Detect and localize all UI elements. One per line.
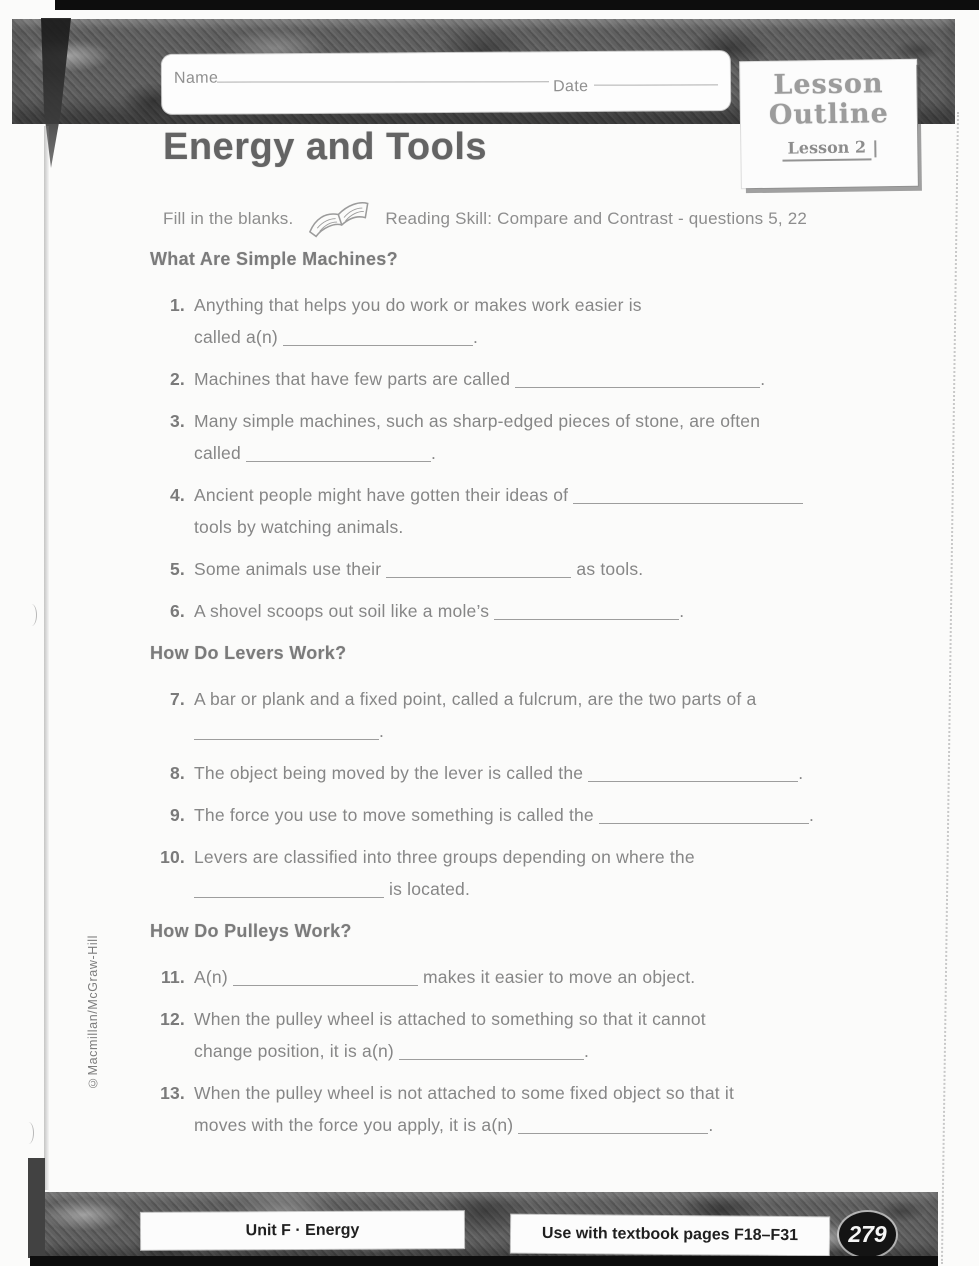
page-gutter-shadow (44, 126, 49, 1190)
margin-pen-mark (25, 1122, 34, 1144)
answer-blank-line (233, 969, 418, 987)
question-item (148, 405, 923, 469)
page-edge-line (941, 112, 959, 1264)
instructions-reading-skill: Reading Skill: Compare and Contrast - questions 5, 22 (385, 209, 808, 228)
answer-blank-line (194, 723, 379, 741)
footer-textbook-reference: Use with textbook pages F18–F31 (511, 1215, 829, 1256)
question-text-segment: A shovel scoops out soil like a mole’s (194, 601, 495, 621)
page-title: Energy and Tools (163, 126, 488, 168)
question-line (194, 321, 642, 353)
open-book-icon (300, 194, 379, 243)
question-text (194, 289, 642, 353)
question-number: 3. (170, 411, 185, 431)
question-line (194, 1003, 706, 1035)
scan-edge-top (55, 0, 979, 10)
question-number: 13. (160, 1083, 185, 1103)
question-item (148, 841, 923, 905)
question-number: 5. (170, 559, 185, 579)
question-line (194, 289, 642, 321)
question-item (148, 757, 923, 789)
date-blank-line (594, 84, 718, 85)
copyright-text: ©Macmillan/McGraw-Hill (86, 935, 100, 1090)
question-text-segment: Ancient people might have gotten their ideas of (194, 485, 574, 505)
question-item (148, 595, 923, 627)
name-blank-line (217, 81, 549, 82)
date-label: Date (552, 78, 589, 96)
lesson-number (741, 137, 917, 159)
answer-blank-line (573, 487, 803, 505)
section-heading: What Are Simple Machines? (150, 249, 398, 269)
question-text (194, 841, 695, 905)
answer-blank-line (599, 807, 809, 825)
question-text-segment: . (431, 443, 437, 463)
lesson-outline-badge (740, 60, 918, 188)
question-line (194, 437, 760, 469)
question-text (194, 799, 814, 831)
page-number-badge: 279 (839, 1212, 896, 1257)
question-text (194, 405, 760, 469)
answer-blank-line (588, 765, 798, 783)
question-text-segment: Anything that helps you do work or makes work easier is (194, 295, 642, 315)
question-item (148, 363, 923, 395)
question-text-segment: Machines that have few parts are called (194, 369, 516, 389)
question-text-segment: Some animals use their (194, 559, 387, 579)
question-number: 4. (170, 485, 185, 505)
question-text-segment: . (708, 1115, 714, 1135)
question-text-segment: . (808, 805, 814, 825)
question-item (148, 553, 923, 585)
question-line (194, 799, 814, 831)
badge-title-line1: Lesson (773, 68, 884, 101)
question-line (194, 1109, 734, 1141)
question-number: 2. (170, 369, 185, 389)
question-line (194, 553, 643, 585)
question-text-segment: Levers are classified into three groups depending on where the (194, 847, 695, 867)
question-line (194, 479, 803, 511)
question-line (194, 757, 803, 789)
question-text-segment: called (194, 443, 246, 463)
question-line (194, 873, 695, 905)
question-text-segment: as tools. (571, 559, 644, 579)
question-text-segment: . (584, 1041, 590, 1061)
question-text-segment: The object being moved by the lever is called the (194, 763, 589, 783)
question-text-segment: The force you use to move something is called the (194, 805, 599, 825)
question-text-segment: . (760, 369, 766, 389)
question-item (148, 1003, 923, 1067)
question-text (194, 363, 765, 395)
book-spine-shadow-bottom (28, 1158, 45, 1258)
question-text-segment: A(n) (194, 967, 233, 987)
question-text (194, 683, 756, 747)
question-item (148, 961, 923, 993)
scan-edge-bottom (30, 1256, 938, 1266)
answer-blank-line (386, 561, 571, 579)
question-text (194, 479, 803, 543)
question-text-segment: moves with the force you apply, it is a(n) (194, 1115, 519, 1135)
question-number: 8. (170, 763, 185, 783)
section-heading: How Do Levers Work? (150, 643, 347, 663)
question-text-segment: Many simple machines, such as sharp-edged pieces of stone, are often (194, 411, 761, 431)
answer-blank-line (283, 329, 473, 347)
badge-tick-mark (874, 140, 876, 157)
instructions-prefix: Fill in the blanks. (163, 209, 294, 228)
question-line (194, 961, 695, 993)
question-item (148, 1077, 923, 1141)
answer-blank-line (194, 881, 384, 899)
answer-blank-line (515, 371, 760, 389)
question-item (148, 479, 923, 543)
question-line (194, 405, 760, 437)
question-text (194, 553, 643, 585)
badge-title-line2: Outline (768, 98, 890, 131)
question-text-segment: . (472, 327, 479, 347)
question-line (194, 841, 695, 873)
question-text-segment: . (379, 721, 385, 741)
question-item (148, 683, 923, 747)
question-line (194, 715, 756, 747)
lesson-number-label: Lesson 2 (782, 137, 871, 161)
question-item (148, 289, 923, 353)
question-number: 11. (161, 967, 185, 987)
footer-unit-label: Unit F · Energy (141, 1211, 464, 1250)
answer-blank-line (246, 445, 431, 463)
section-heading: How Do Pulleys Work? (150, 921, 352, 941)
question-number: 9. (170, 805, 185, 825)
question-text-segment: is located. (384, 879, 471, 899)
question-line (194, 1077, 734, 1109)
question-number: 6. (170, 601, 185, 621)
question-number: 1. (170, 295, 185, 315)
question-number: 10. (160, 847, 185, 867)
question-text-segment: . (798, 763, 804, 783)
question-text (194, 757, 803, 789)
question-number: 7. (170, 689, 185, 709)
question-text-segment: When the pulley wheel is not attached to some fixed object so that it (194, 1083, 735, 1103)
question-text-segment: A bar or plank and a fixed point, called a fulcrum, are the two parts of a (194, 689, 757, 709)
question-line (194, 363, 765, 395)
question-text-segment: called a(n) (194, 327, 283, 347)
question-text-segment: makes it easier to move an object. (417, 967, 696, 987)
question-line (194, 595, 684, 627)
margin-pen-mark (28, 604, 37, 626)
name-date-box (162, 51, 730, 114)
name-label: Name (173, 69, 219, 87)
question-text-segment: When the pulley wheel is attached to something so that it cannot (194, 1009, 706, 1029)
question-line (194, 683, 756, 715)
question-item (148, 799, 923, 831)
answer-blank-line (518, 1117, 708, 1135)
question-text-segment: . (679, 601, 685, 621)
question-text (194, 1077, 734, 1141)
question-text (194, 1003, 706, 1067)
question-text-segment: change position, it is a(n) (194, 1041, 400, 1061)
worksheet-body (148, 243, 923, 1151)
answer-blank-line (399, 1043, 584, 1061)
question-text (194, 595, 684, 627)
instructions-row (163, 200, 923, 238)
question-number: 12. (160, 1009, 185, 1029)
question-line (194, 1035, 706, 1067)
question-line (194, 511, 803, 543)
answer-blank-line (494, 603, 679, 621)
question-text (194, 961, 695, 993)
question-text-segment: tools by watching animals. (194, 517, 404, 537)
